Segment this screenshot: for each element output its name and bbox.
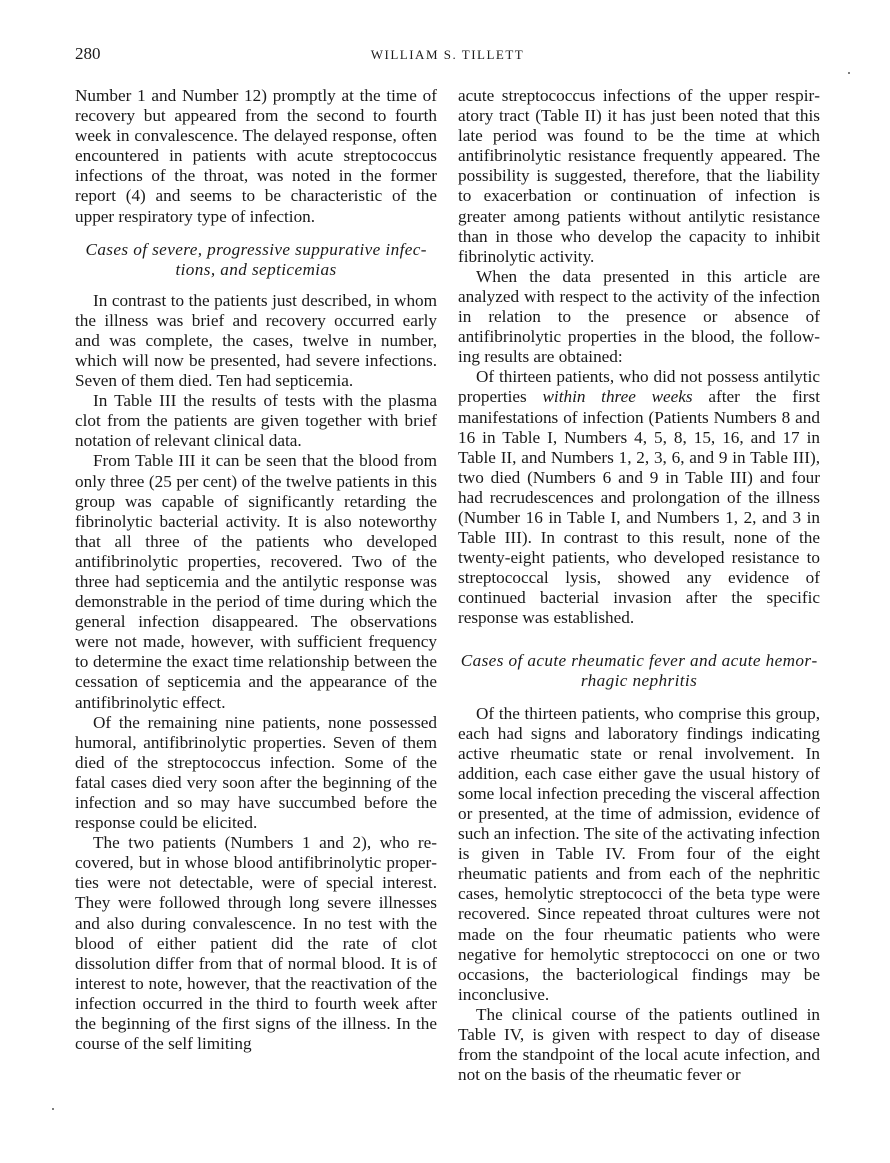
scan-speck [848, 72, 850, 74]
emphasis-within-three-weeks: within three weeks [542, 387, 693, 407]
left-column [75, 86, 437, 1054]
page-number: 280 [75, 44, 101, 63]
running-head [75, 44, 820, 68]
paragraph: Of the thirteen patients, who comprise this group, each had signs and laboratory findings indicating active rheumatic state or renal involvement. In addition, each case either gave the usual history of some local infection preceding the visceral affection or presented, at the time of admission, evidence of such an infection. The site of the activating infection is given in Table IV. From four of the eight rheumatic patients and from each of the nephritic cases, hemolytic streptococci of the beta type were recovered. Since repeated throat cultures were not made on the four rheumatic patients who were negative for hemolytic streptococci on one or two occasions, the bacteriological findings may be inconclusive. [458, 703, 820, 1004]
paragraph: In Table III the results of tests with the plasma clot from the patients are given together with brief notation of relevant clinical data. [75, 391, 437, 451]
paragraph-text: after the first manifestations of infection (Patients Numbers 8 and 16 in Table I, Numbers 4, 5, 8, 15, 16, and 17 in Table II, and Numbers 1, 2, 3, 6, and 9 in Table III), two died (Numbers 6 and 9 in Table III) and four had recrudescences and prolongation of the illness (Number 16 in Table I, and Numbers 1, 2, and 3 in Table III). In contrast to this result, none of the twenty-eight patients, who developed resistance to streptococcal lysis, showed any evidence of continued bacterial invasion after the specific response was established. [458, 387, 820, 628]
paragraph: In contrast to the patients just described, in whom the illness was brief and recovery occurred early and was complete, the cases, twelve in number, which will now be presented, had severe infections. Seven of them died. Ten had septicemia. [75, 290, 437, 391]
paragraph-text: Of thirteen patients, who did not possess antilytic properties [458, 367, 820, 407]
paragraph [458, 367, 820, 628]
paragraph: The two patients (Numbers 1 and 2), who recovered, but in whose blood antifibrinolytic properties were not detectable, were of special interest. They were followed through long severe illnesses and also during convalescence. In no test with the blood of either patient did the rate of clot dissolution differ from that of normal blood. It is of interest to note, however, that the reactivation of the infection occurred in the third to fourth week after the beginning of the first signs of the illness. In the course of the self limiting [75, 833, 437, 1054]
running-head-author: WILLIAM S. TILLETT [370, 47, 525, 62]
paragraph: Of the remaining nine patients, none possessed humoral, antifibrinolytic properties. Seven of them died of the streptococcus infection. Some of the fatal cases died very soon after the beginning of the infection and so may have succumbed before the response could be elicited. [75, 712, 437, 833]
paragraph: acute streptococcus infections of the upper respiratory tract (Table II) it has just been noted that this late period was found to be the time at which antifibrinolytic resistance frequently appeared. The possibility is suggested, therefore, that the liability to exacerbation or continuation of infection is greater among patients without antilytic resistance than in those who develop the capacity to inhibit fibrinolytic activity. [458, 86, 820, 266]
paragraph: Number 1 and Number 12) promptly at the time of recovery but appeared from the second to fourth week in convalescence. The delayed response, often encountered in patients with acute streptococcus infections of the throat, was noted in the former report (4) and seems to be characteristic of the upper respiratory type of infection. [75, 86, 437, 226]
paragraph: The clinical course of the patients outlined in Table IV, is given with respect to day of disease from the standpoint of the local acute infection, and not on the basis of the rheumatic fever or [458, 1004, 820, 1085]
section-heading-severe-infections: Cases of severe, progressive suppurative infections, and septicemias [85, 239, 427, 279]
right-column [458, 86, 820, 1085]
section-heading-rheumatic-fever: Cases of acute rheumatic fever and acute hemorrhagic nephritis [460, 650, 818, 690]
scan-speck [52, 1108, 54, 1110]
paragraph: From Table III it can be seen that the blood from only three (25 per cent) of the twelve patients in this group was capable of significantly retarding the fibrinolytic bacterial activity. It is also noteworthy that all three of the patients who developed antifibrinolytic properties, recovered. Two of the three had septicemia and the antilytic response was demonstrable in the period of time during which the general infection disappeared. The observations were not made, however, with sufficient frequency to determine the exact time relationship between the cessation of septicemia and the appearance of the antifibrinolytic effect. [75, 451, 437, 712]
paragraph: When the data presented in this article are analyzed with respect to the activity of the infection in relation to the presence or absence of antifibrinolytic properties in the blood, the following results are obtained: [458, 266, 820, 367]
